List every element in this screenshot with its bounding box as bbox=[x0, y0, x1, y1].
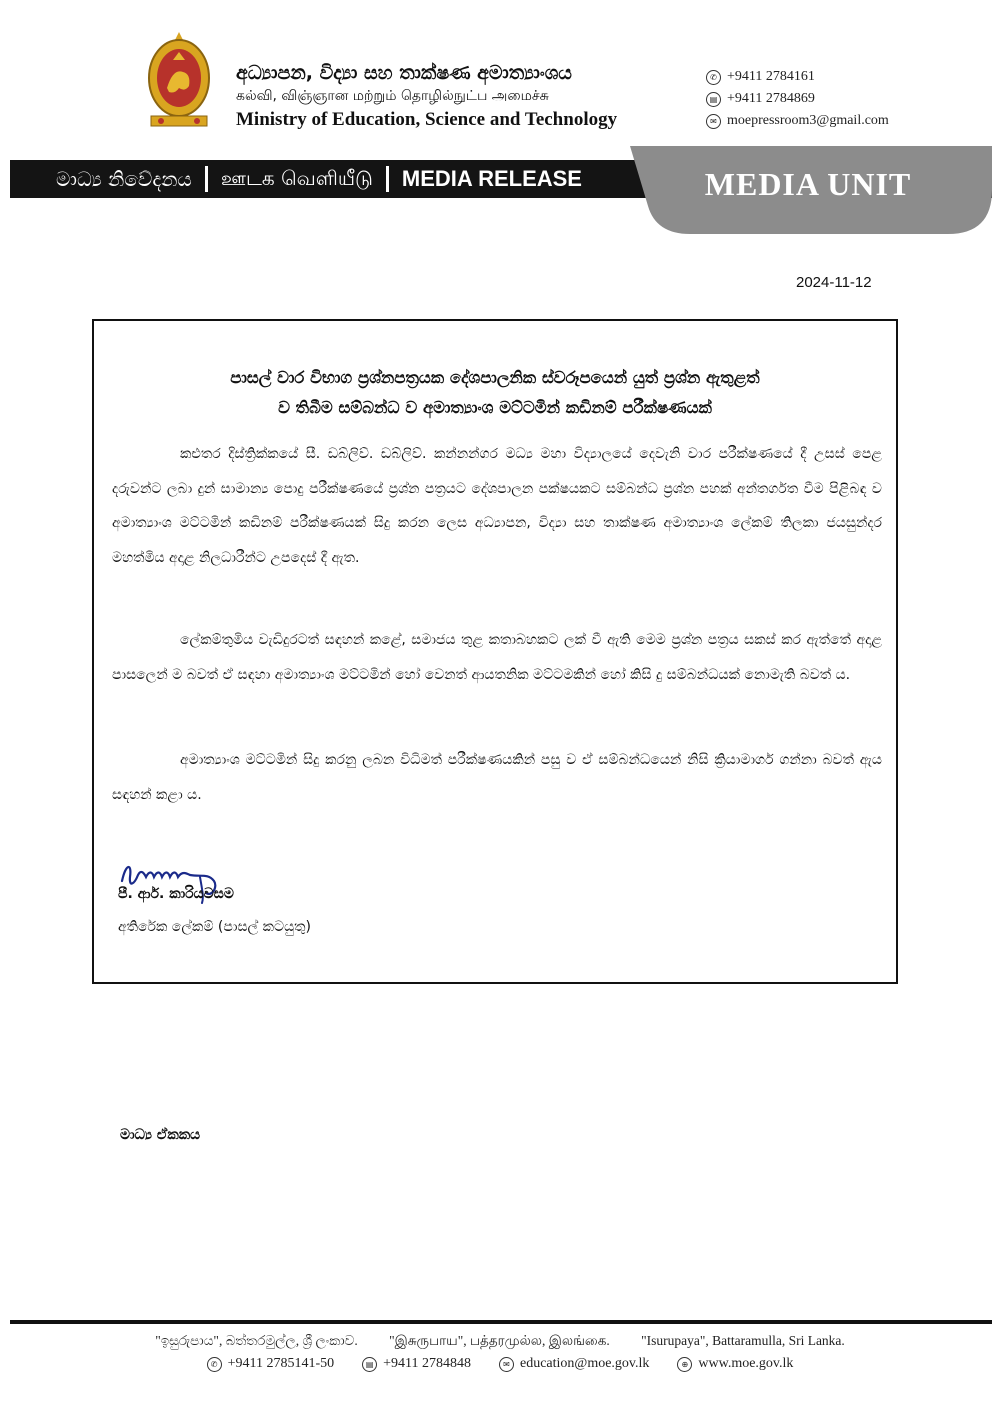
header-contacts bbox=[706, 66, 889, 132]
media-unit-label: මාධ්‍ය ඒකකය bbox=[120, 1127, 201, 1143]
media-release-english: MEDIA RELEASE bbox=[401, 166, 582, 191]
address-english: "Isurupaya", Battaramulla, Sri Lanka. bbox=[641, 1333, 845, 1348]
header-email bbox=[706, 110, 889, 132]
footer-phone bbox=[207, 1356, 335, 1372]
media-unit-title: MEDIA UNIT bbox=[704, 166, 912, 202]
header-phone-text: +9411 2784161 bbox=[727, 69, 815, 84]
header-phone bbox=[706, 66, 889, 88]
footer-address bbox=[0, 1333, 1000, 1351]
signatory-name: පී. ආර්. කාරියවසම bbox=[118, 886, 234, 902]
footer-web bbox=[677, 1356, 793, 1372]
web-icon: ⊕ bbox=[677, 1357, 692, 1372]
release-paragraph-3: අමාත්‍යාංශ මට්ටමින් සිදු කරනු ලබන විධිමත් පරීක්ෂණයකින් පසු ව ඒ සම්බන්ධයෙන් නිසි ක්‍රියාමාර්ග ගන්නා බවත් ඇය සඳහන් කළා ය. bbox=[112, 752, 882, 803]
release-paragraph-2: ලේකම්තුමිය වැඩිදුරටත් සඳහන් කළේ, සමාජය තුළ කතාබහකට ලක් වී ඇති මෙම ප්‍රශ්න පත්‍රය සකස් කර ඇත්තේ අදාළ පාසලෙන් ම බවත් ඒ සඳහා අමාත්‍යාංශ මට්ටමින් හෝ වෙනත් ආයතනික මට්ටමකින් හෝ කිසි දු සම්බන්ධයක් නොමැති බවත් ය. bbox=[112, 632, 882, 683]
band-divider bbox=[205, 166, 208, 192]
footer-email-text: education@moe.gov.lk bbox=[520, 1356, 650, 1371]
fax-icon: ▤ bbox=[706, 92, 721, 107]
release-title bbox=[94, 363, 896, 423]
email-icon: ✉ bbox=[499, 1357, 514, 1372]
release-title-line1: පාසල් වාර විභාග ප්‍රශ්නපත්‍රයක දේශපාලනික ස්වරූපයෙන් යුත් ප්‍රශ්න ඇතුළත් bbox=[230, 368, 760, 387]
phone-icon: ✆ bbox=[207, 1357, 222, 1372]
ministry-name-english: Ministry of Education, Science and Technology bbox=[236, 109, 618, 130]
footer-web-text: www.moe.gov.lk bbox=[698, 1356, 794, 1371]
fax-icon: ▤ bbox=[362, 1357, 377, 1372]
address-sinhala: "ඉසුරුපාය", බත්තරමුල්ල, ශ්‍රී ලංකාව. bbox=[155, 1333, 358, 1348]
band-divider bbox=[386, 166, 389, 192]
phone-icon: ✆ bbox=[706, 70, 721, 85]
ministry-name-block bbox=[236, 62, 617, 132]
sri-lanka-emblem-icon bbox=[143, 30, 215, 132]
ministry-name-tamil: கல்வி, விஞ்ஞான மற்றும் தொழில்நுட்ப அமைச்சு bbox=[236, 88, 549, 104]
address-tamil: "இசுருபாய", பத்தரமுல்ல, இலங்கை. bbox=[389, 1333, 610, 1348]
header-fax-text: +9411 2784869 bbox=[727, 91, 815, 106]
header-email-text: moepressroom3@gmail.com bbox=[727, 113, 889, 128]
media-release-tamil: ஊடக வெளியீடு bbox=[220, 165, 373, 190]
media-release-sinhala: මාධ්‍ය නිවේදනය bbox=[56, 167, 192, 191]
email-icon: ✉ bbox=[706, 114, 721, 129]
header-fax bbox=[706, 88, 889, 110]
signatory-title: අතිරේක ලේකම් (පාසල් කටයුතු) bbox=[118, 919, 311, 935]
ministry-name-sinhala: අධ්‍යාපන, විද්‍යා සහ තාක්ෂණ අමාත්‍යාංශය bbox=[236, 62, 572, 84]
footer-email bbox=[499, 1356, 649, 1372]
footer-contacts bbox=[0, 1356, 1000, 1372]
footer-fax bbox=[362, 1356, 471, 1372]
media-release-labels bbox=[56, 160, 582, 198]
footer-phone-text: +9411 2785141-50 bbox=[227, 1356, 335, 1371]
release-box bbox=[92, 319, 898, 984]
release-date: 2024-11-12 bbox=[796, 274, 872, 291]
release-paragraph-1: කළුතර දිස්ත්‍රික්කයේ සී. ඩබ්ලිව්. ඩබ්ලිව්. කන්නන්ගර මධ්‍ය මහා විද්‍යාලයේ දෙවැනි වාර පරීක්ෂණයේ දී උසස් පෙළ දරුවන්ට ලබා දුන් සාමාන්‍ය පොදු පරීක්ෂණයේ ප්‍රශ්න පත්‍රයට දේශපාලන පක්ෂයකට සම්බන්ධ ප්‍රශ්න පහක් අන්තර්ගත වීම පිළිබඳ ව අමාත්‍යාංශ මට්ටමින් කඩිනම් පරීක්ෂණයක් සිදු කරන ලෙස අධ්‍යාපන, විද්‍යා සහ තාක්ෂණ අමාත්‍යාංශ ලේකම් තිලකා ජයසුන්දර මහත්මිය අදාළ නිලධාරීන්ට උපදෙස් දී ඇත. bbox=[112, 446, 882, 566]
footer-fax-text: +9411 2784848 bbox=[383, 1356, 471, 1371]
footer-divider bbox=[10, 1320, 992, 1324]
release-title-line2: ව තිබීම සම්බන්ධ ව අමාත්‍යාංශ මට්ටමින් කඩිනම් පරීක්ෂණයක් bbox=[278, 398, 712, 417]
